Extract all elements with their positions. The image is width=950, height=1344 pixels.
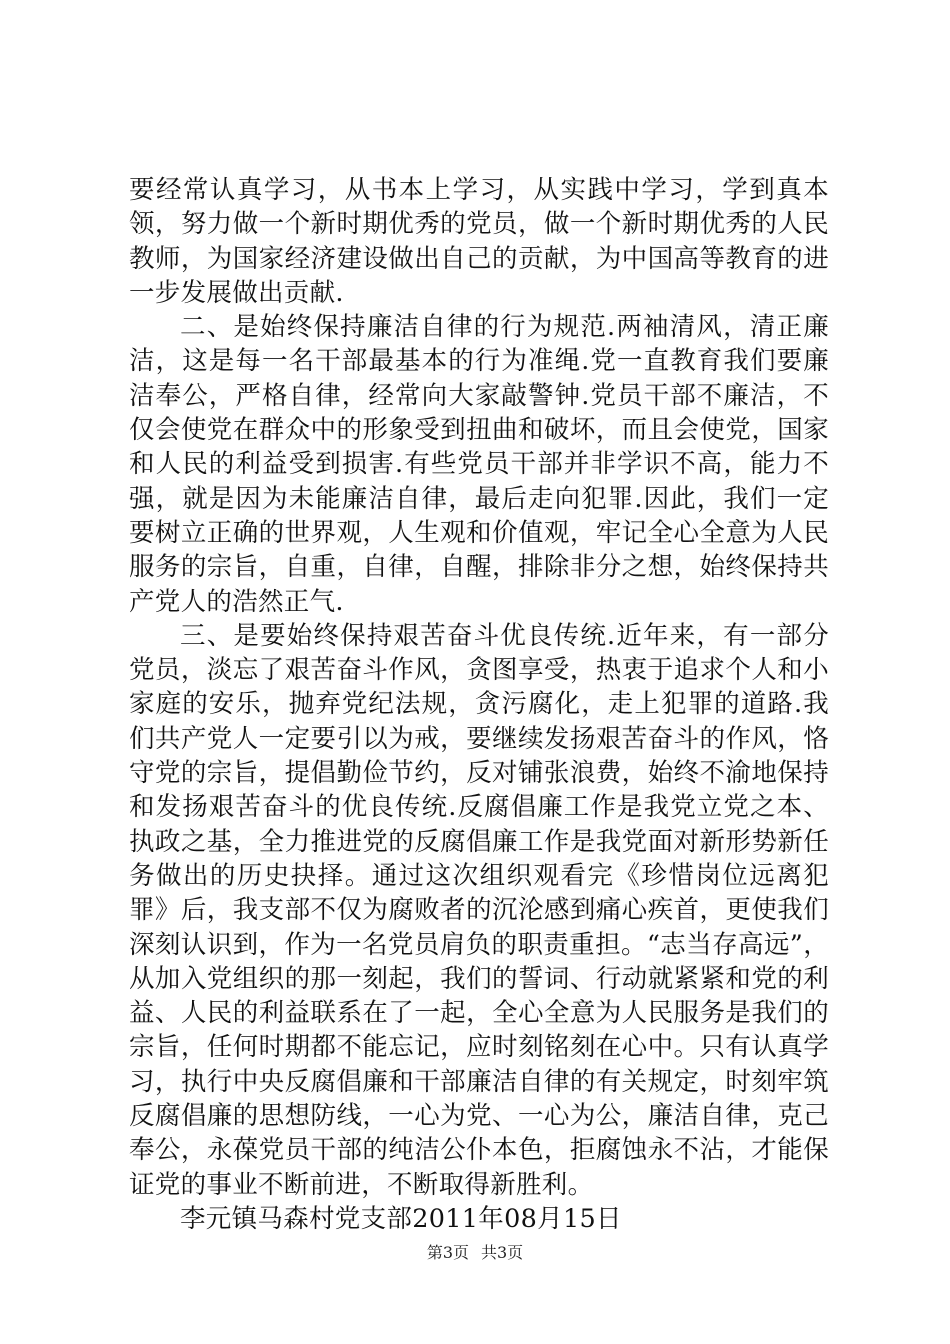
signature-line: 李元镇马森村党支部2011年08月15日 — [180, 1203, 622, 1234]
paragraph-2: 二、是始终保持廉洁自律的行为规范.两袖清风，清正廉洁，这是每一名干部最基本的行为准绳.党一直教育我们要廉洁奉公，严格自律，经常向大家敲警钟.党员干部不廉洁，不仅会使党在群众中的形象受到扭曲和破坏，而且会使党，国家和人民的利益受到损害.有些党员干部并非学识不高，能力不强，就是因为未能廉洁自律，最后走向犯罪.因此，我们一定要树立正确的世界观，人生观和价值观，牢记全心全意为人民服务的宗旨，自重，自律，自醒，排除非分之想，始终保持共产党人的浩然正气. — [129, 312, 829, 617]
page-footer — [0, 1243, 950, 1263]
document-body — [129, 173, 829, 1236]
page-total: 共3页 — [481, 1243, 524, 1262]
page-number: 第3页 — [426, 1243, 469, 1262]
paragraph-1: 要经常认真学习，从书本上学习，从实践中学习，学到真本领，努力做一个新时期优秀的党员，做一个新时期优秀的人民教师，为国家经济建设做出自己的贡献，为中国高等教育的进一步发展做出贡献. — [129, 175, 829, 308]
paragraph-3: 三、是要始终保持艰苦奋斗优良传统.近年来，有一部分党员，淡忘了艰苦奋斗作风，贪图享受，热衷于追求个人和小家庭的安乐，抛弃党纪法规，贪污腐化，走上犯罪的道路.我们共产党人一定要引以为戒，要继续发扬艰苦奋斗的作风，恪守党的宗旨，提倡勤俭节约，反对铺张浪费，始终不渝地保持和发扬艰苦奋斗的优良传统.反腐倡廉工作是我党立党之本、执政之基，全力推进党的反腐倡廉工作是我党面对新形势新任务做出的历史抉择。通过这次组织观看完《珍惜岗位远离犯罪》后，我支部不仅为腐败者的沉沦感到痛心疾首，更使我们深刻认识到，作为一名党员肩负的职责重担。“志当存高远”，从加入党组织的那一刻起，我们的誓词、行动就紧紧和党的利益、人民的利益联系在了一起，全心全意为人民服务是我们的宗旨，任何时期都不能忘记，应时刻铭刻在心中。只有认真学习，执行中央反腐倡廉和干部廉洁自律的有关规定，时刻牢筑反腐倡廉的思想防线，一心为党、一心为公，廉洁自律，克己奉公，永葆党员干部的纯洁公仆本色，拒腐蚀永不沾，才能保证党的事业不断前进，不断取得新胜利。 — [129, 620, 829, 1200]
